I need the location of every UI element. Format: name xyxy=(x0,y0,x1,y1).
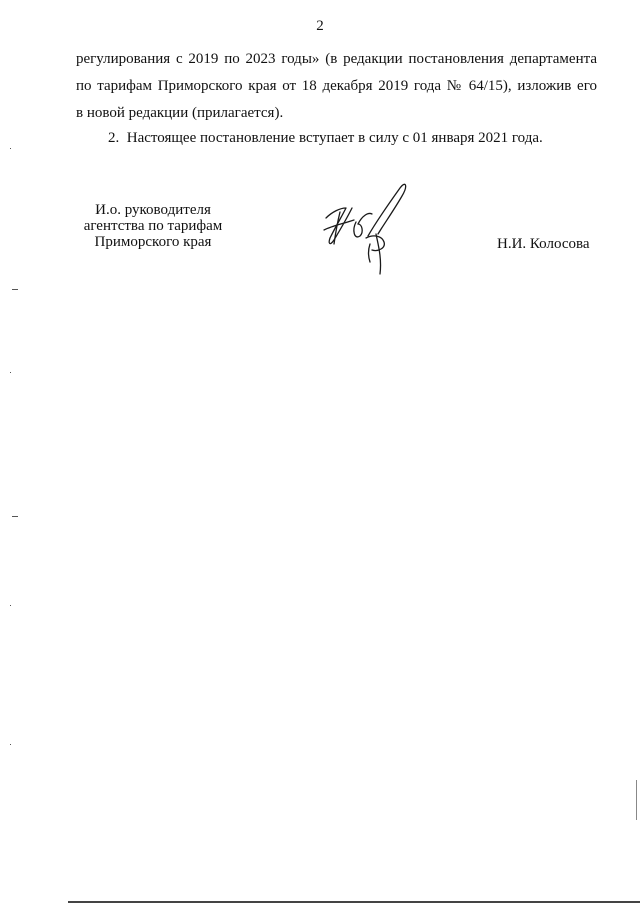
scan-edge xyxy=(636,780,637,820)
scan-artifact xyxy=(10,605,11,606)
signer-title-line: Приморского края xyxy=(94,234,212,250)
signer-title xyxy=(58,202,248,250)
paragraph-line: по тарифам Приморского края от 18 декабря 2019 года № 64/15), изложив его xyxy=(76,78,597,94)
paragraph-effective-date: 2. Настоящее постановление вступает в силу с 01 января 2021 года. xyxy=(108,130,543,146)
scan-artifact xyxy=(10,372,11,373)
scan-artifact xyxy=(10,744,11,745)
scan-artifact xyxy=(12,289,18,290)
paragraph-line: регулирования с 2019 по 2023 годы» (в редакции постановления департамента xyxy=(76,51,597,67)
scan-artifact xyxy=(12,516,18,517)
signer-title-line: И.о. руководителя xyxy=(95,202,211,218)
page-bottom-edge xyxy=(68,901,640,903)
paragraph-line: в новой редакции (прилагается). xyxy=(76,105,284,121)
signer-title-line: агентства по тарифам xyxy=(83,218,223,234)
signer-name: Н.И. Колосова xyxy=(497,236,590,252)
page-number: 2 xyxy=(316,18,324,34)
paragraph-continuation xyxy=(76,46,597,127)
scan-artifact xyxy=(10,148,11,149)
handwritten-signature xyxy=(318,178,418,278)
